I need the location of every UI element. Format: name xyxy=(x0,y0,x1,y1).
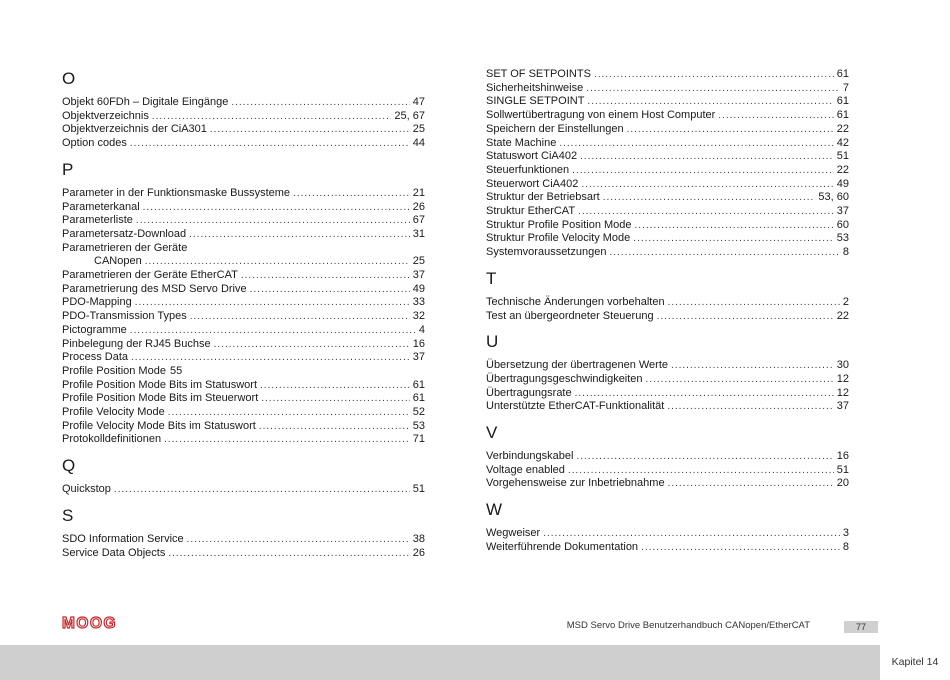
index-group xyxy=(486,268,849,323)
index-entry-term: Steuerfunktionen xyxy=(486,163,570,176)
index-letter-heading: T xyxy=(486,268,497,288)
index-entry-page: 37 xyxy=(836,205,849,218)
index-entry[interactable] xyxy=(486,296,849,310)
index-letter-heading: V xyxy=(486,423,498,443)
index-entry-term: Sicherheitshinweise xyxy=(486,81,584,94)
index-entry[interactable] xyxy=(62,406,425,420)
index-entry[interactable] xyxy=(486,191,849,205)
dot-leader xyxy=(164,433,410,447)
index-entry-page: 33 xyxy=(412,296,425,309)
dot-leader xyxy=(543,527,840,541)
index-letter-heading: U xyxy=(486,332,499,352)
dot-leader xyxy=(241,269,410,283)
index-entry-term: Profile Velocity Mode Bits im Statuswort xyxy=(62,419,256,432)
index-entry-term: Sollwertübertragung von einem Host Computer xyxy=(486,109,716,122)
index-entry-term: Struktur Profile Velocity Mode xyxy=(486,232,631,245)
index-entry-page: 37 xyxy=(412,351,425,364)
index-entry-page: 8 xyxy=(842,246,849,259)
index-entry-page: 25 xyxy=(412,255,425,268)
index-entry-term: Struktur der Betriebsart xyxy=(486,191,600,204)
index-group xyxy=(486,331,849,414)
index-entry[interactable] xyxy=(62,324,425,338)
dot-leader xyxy=(641,541,840,555)
index-entry[interactable] xyxy=(62,533,425,547)
index-entry-page: 37 xyxy=(412,269,425,282)
index-entry[interactable] xyxy=(62,201,425,215)
dot-leader xyxy=(293,187,410,201)
index-entry-page: 25, 67 xyxy=(394,109,425,122)
index-group xyxy=(62,68,425,151)
index-entry-term: Wegweiser xyxy=(486,527,541,540)
moog-logo xyxy=(62,614,144,630)
dot-leader xyxy=(168,547,409,561)
index-group xyxy=(62,455,425,497)
index-entry-term: Vorgehensweise zur Inbetriebnahme xyxy=(486,477,665,490)
index-entry-term: Weiterführende Dokumentation xyxy=(486,540,639,553)
index-entry-page: 53 xyxy=(412,419,425,432)
index-entry-page: 20 xyxy=(836,477,849,490)
index-entry[interactable] xyxy=(486,527,849,541)
index-entry-page: 32 xyxy=(412,310,425,323)
index-entry-term: Profile Position Mode Bits im Steuerwort xyxy=(62,392,259,405)
index-entry[interactable] xyxy=(486,387,849,401)
dot-leader xyxy=(635,219,834,233)
index-entry[interactable] xyxy=(486,82,849,96)
index-entry-term: Übertragungsrate xyxy=(486,386,572,399)
dot-leader xyxy=(671,359,834,373)
index-entry-term: Technische Änderungen vorbehalten xyxy=(486,295,665,308)
index-entry-term: Pinbelegung der RJ45 Buchse xyxy=(62,337,211,350)
index-entry-page: 3 xyxy=(842,527,849,540)
dot-leader xyxy=(668,477,834,491)
dot-leader xyxy=(231,96,409,110)
dot-leader xyxy=(214,338,410,352)
index-entry-page: 22 xyxy=(836,163,849,176)
index-entry-term: Test an übergeordneter Steuerung xyxy=(486,309,654,322)
dot-leader xyxy=(260,379,410,393)
index-entry-term: Option codes xyxy=(62,137,127,150)
dot-leader xyxy=(190,310,410,324)
dot-leader xyxy=(136,214,410,228)
index-group xyxy=(486,68,849,260)
index-entry-page: 12 xyxy=(836,372,849,385)
index-entry[interactable] xyxy=(486,373,849,387)
dot-leader xyxy=(580,150,834,164)
index-entry[interactable] xyxy=(486,541,849,555)
index-entry-term: Process Data xyxy=(62,351,129,364)
dot-leader xyxy=(559,137,833,151)
index-entry-page: 61 xyxy=(412,378,425,391)
index-entry-page: 52 xyxy=(412,406,425,419)
page-number: 77 xyxy=(844,621,878,633)
index-entry[interactable] xyxy=(486,359,849,373)
dot-leader xyxy=(168,406,410,420)
index-entry-term: Übersetzung der übertragenen Werte xyxy=(486,359,669,372)
index-entry-page: 55 xyxy=(169,364,183,377)
index-letter-heading: O xyxy=(62,69,76,88)
index-letter-heading: S xyxy=(62,505,74,525)
index-entry[interactable] xyxy=(62,242,425,256)
dot-leader xyxy=(594,68,834,82)
dot-leader xyxy=(576,450,833,464)
index-entry[interactable] xyxy=(486,95,849,109)
dot-leader xyxy=(718,109,833,123)
index-entry[interactable] xyxy=(486,477,849,491)
index-letter-heading: P xyxy=(62,159,74,179)
index-entry-page: 51 xyxy=(836,150,849,163)
index-entry[interactable] xyxy=(62,110,425,124)
index-entry[interactable] xyxy=(62,392,425,406)
index-entry-page: 49 xyxy=(412,282,425,295)
dot-leader xyxy=(581,178,833,192)
index-entry-page: 42 xyxy=(836,136,849,149)
index-entry-page: 22 xyxy=(836,309,849,322)
dot-leader xyxy=(131,351,410,365)
dot-leader xyxy=(568,464,834,478)
document-title: MSD Servo Drive Benutzerhandbuch CANopen/EtherCAT xyxy=(566,620,810,631)
index-entry-term: PDO-Mapping xyxy=(62,296,132,309)
index-entry-page: 71 xyxy=(412,433,425,446)
index-entry-term: Objekt 60FDh – Digitale Eingänge xyxy=(62,96,229,108)
dot-leader xyxy=(667,400,833,414)
index-entry-page: 51 xyxy=(836,463,849,476)
dot-leader xyxy=(668,296,840,310)
index-entry-page: 12 xyxy=(836,386,849,399)
index-entry-term: Objektverzeichnis xyxy=(62,109,149,122)
dot-leader xyxy=(259,420,410,434)
index-entry-term: Service Data Objects xyxy=(62,546,166,559)
index-entry-term: Parameterkanal xyxy=(62,200,140,213)
dot-leader xyxy=(130,137,410,151)
index-entry-term: Statuswort CiA402 xyxy=(486,150,578,163)
index-entry-term: Übertragungsgeschwindigkeiten xyxy=(486,372,643,385)
index-entry[interactable] xyxy=(486,310,849,324)
index-entry-page: 61 xyxy=(412,392,425,405)
index-entry[interactable] xyxy=(62,310,425,324)
dot-leader xyxy=(627,123,834,137)
index-entry[interactable] xyxy=(486,246,849,260)
index-entry[interactable] xyxy=(62,420,425,434)
index-entry-term: Quickstop xyxy=(62,483,111,496)
index-entry-term: Protokolldefinitionen xyxy=(62,433,162,446)
index-entry-page: 47 xyxy=(412,96,425,108)
index-entry-page: 37 xyxy=(836,400,849,413)
index-entry-page: 38 xyxy=(412,532,425,545)
dot-leader xyxy=(633,232,833,246)
index-entry-term: Steuerwort CiA402 xyxy=(486,177,579,190)
index-entry-page: 67 xyxy=(412,214,425,227)
index-letter-heading: Q xyxy=(62,456,76,476)
index-column-left xyxy=(62,68,425,568)
index-entry-page: 51 xyxy=(412,483,425,496)
index-column-right xyxy=(486,68,849,563)
index-entry-term: SDO Information Service xyxy=(62,532,184,545)
index-entry-term: SET OF SETPOINTS xyxy=(486,68,591,80)
index-group xyxy=(62,505,425,560)
index-entry[interactable] xyxy=(62,283,425,297)
index-entry[interactable] xyxy=(486,109,849,123)
index-entry-page: 4 xyxy=(418,323,425,336)
index-entry-term: State Machine xyxy=(486,136,557,149)
index-entry-page: 53, 60 xyxy=(818,191,849,204)
index-entry[interactable] xyxy=(62,228,425,242)
index-entry[interactable] xyxy=(486,150,849,164)
index-entry[interactable] xyxy=(62,379,425,393)
dot-leader xyxy=(657,310,834,324)
index-entry[interactable] xyxy=(62,96,425,110)
index-entry[interactable] xyxy=(486,137,849,151)
index-entry[interactable] xyxy=(62,433,425,447)
index-entry[interactable] xyxy=(62,351,425,365)
dot-leader xyxy=(143,201,410,215)
index-entry-term: PDO-Transmission Types xyxy=(62,310,187,323)
index-entry[interactable] xyxy=(62,255,425,269)
index-entry-page: 16 xyxy=(412,337,425,350)
index-entry-term: Profile Velocity Mode xyxy=(62,406,165,419)
index-entry-page: 26 xyxy=(412,546,425,559)
index-group xyxy=(486,499,849,554)
index-entry[interactable] xyxy=(486,400,849,414)
index-entry-page: 61 xyxy=(836,68,849,80)
dot-leader xyxy=(187,533,410,547)
index-entry[interactable] xyxy=(486,178,849,192)
index-group xyxy=(62,159,425,447)
index-entry[interactable] xyxy=(486,68,849,82)
index-entry[interactable] xyxy=(62,214,425,228)
index-entry-page: 60 xyxy=(836,218,849,231)
dot-leader xyxy=(130,324,416,338)
index-entry[interactable] xyxy=(486,205,849,219)
index-entry-page: 8 xyxy=(842,540,849,553)
index-letter-heading: W xyxy=(486,500,503,520)
index-entry-term: Pictogramme xyxy=(62,323,127,336)
index-entry-term: Parameter in der Funktionsmaske Bussysteme xyxy=(62,186,291,199)
index-entry-term: Profile Position Mode xyxy=(62,364,166,377)
index-entry-term: Voltage enabled xyxy=(486,463,565,476)
index-entry-term: Objektverzeichnis der CiA301 xyxy=(62,123,207,136)
index-entry-term: Profile Position Mode Bits im Statuswort xyxy=(62,378,258,391)
index-entry[interactable] xyxy=(62,137,425,151)
dot-leader xyxy=(609,246,839,260)
dot-leader xyxy=(210,123,410,137)
dot-leader xyxy=(152,110,392,124)
index-entry[interactable] xyxy=(62,365,425,379)
dot-leader xyxy=(261,392,410,406)
index-entry-term: Parametrieren der Geräte xyxy=(62,241,188,254)
index-entry-term: Parameterliste xyxy=(62,214,133,227)
index-entry-term: Systemvoraussetzungen xyxy=(486,246,607,259)
index-entry-page: 53 xyxy=(836,232,849,245)
index-entry-term: CANopen xyxy=(94,255,142,268)
dot-leader xyxy=(578,205,834,219)
dot-leader xyxy=(603,191,816,205)
moog-logo-text: MOOG xyxy=(62,615,118,630)
index-entry[interactable] xyxy=(62,547,425,561)
index-entry-page: 22 xyxy=(836,122,849,135)
dot-leader xyxy=(572,164,834,178)
index-entry-page: 21 xyxy=(412,186,425,199)
index-entry-page: 61 xyxy=(836,109,849,122)
index-entry[interactable] xyxy=(486,164,849,178)
index-entry[interactable] xyxy=(62,296,425,310)
index-entry-page: 61 xyxy=(836,95,849,108)
dot-leader xyxy=(114,483,410,497)
index-entry[interactable] xyxy=(62,338,425,352)
index-entry-page: 26 xyxy=(412,200,425,213)
index-entry-term: Speichern der Einstellungen xyxy=(486,122,624,135)
dot-leader xyxy=(135,296,410,310)
index-entry[interactable] xyxy=(486,450,849,464)
index-entry-page: 25 xyxy=(412,123,425,136)
index-entry-term: Unterstützte EtherCAT-Funktionalität xyxy=(486,400,665,413)
index-entry[interactable] xyxy=(486,219,849,233)
index-entry[interactable] xyxy=(62,483,425,497)
index-group xyxy=(486,422,849,491)
index-entry[interactable] xyxy=(486,123,849,137)
index-entry-term: Parametrierung des MSD Servo Drive xyxy=(62,282,247,295)
dot-leader xyxy=(250,283,410,297)
footer-band xyxy=(0,645,950,680)
index-entry-term: Struktur EtherCAT xyxy=(486,205,576,218)
index-entry-page: 7 xyxy=(842,81,849,94)
index-entry[interactable] xyxy=(62,269,425,283)
index-entry[interactable] xyxy=(62,123,425,137)
chapter-label: Kapitel 14 xyxy=(880,645,950,680)
dot-leader xyxy=(575,387,834,401)
dot-leader xyxy=(189,228,410,242)
index-entry-page: 31 xyxy=(412,227,425,240)
dot-leader xyxy=(587,95,833,109)
dot-leader xyxy=(586,82,840,96)
index-entry-page: 16 xyxy=(836,450,849,463)
index-entry-page: 30 xyxy=(836,359,849,372)
index-entry-term: Struktur Profile Position Mode xyxy=(486,218,632,231)
index-entry-term: Parametersatz-Download xyxy=(62,227,187,240)
dot-leader xyxy=(646,373,834,387)
dot-leader xyxy=(145,255,410,269)
index-entry[interactable] xyxy=(486,232,849,246)
index-entry-term: SINGLE SETPOINT xyxy=(486,95,585,108)
index-entry-page: 49 xyxy=(836,177,849,190)
index-entry-term: Verbindungskabel xyxy=(486,450,574,463)
index-entry[interactable] xyxy=(486,464,849,478)
index-entry-page: 2 xyxy=(842,295,849,308)
index-entry[interactable] xyxy=(62,187,425,201)
index-entry-page: 44 xyxy=(412,137,425,150)
index-entry-term: Parametrieren der Geräte EtherCAT xyxy=(62,269,238,282)
